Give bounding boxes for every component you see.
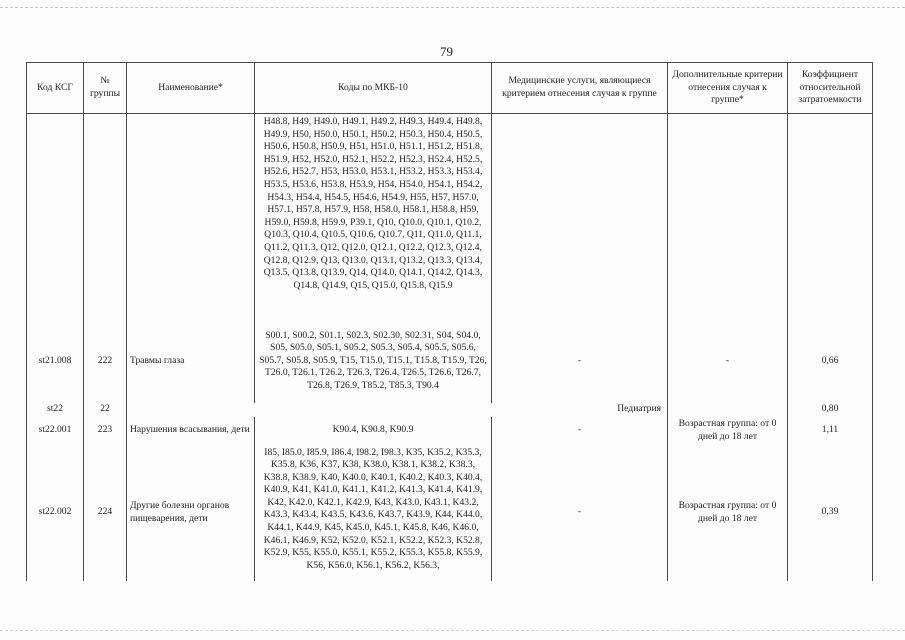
cell-coefficient: 0,66 bbox=[788, 320, 873, 403]
cell-coefficient bbox=[788, 114, 873, 320]
scan-edge-bottom bbox=[0, 630, 905, 631]
scan-edge-top bbox=[0, 7, 905, 8]
header-group-number: № группы bbox=[84, 63, 127, 114]
table-header-row bbox=[27, 63, 873, 114]
cell-coefficient: 0,80 bbox=[788, 403, 873, 417]
cell-extra-criteria bbox=[668, 114, 788, 320]
cell-services: - bbox=[492, 445, 668, 581]
header-ksg-code: Код КСГ bbox=[27, 63, 84, 114]
cell-services: - bbox=[492, 320, 668, 403]
section-title: Педиатрия bbox=[127, 403, 668, 417]
table-row bbox=[27, 445, 873, 581]
cell-extra-criteria: - bbox=[668, 320, 788, 403]
table-row bbox=[27, 114, 873, 320]
cell-ksg bbox=[27, 114, 84, 320]
cell-name: Другие болезни органов пищеварения, дети bbox=[127, 445, 255, 581]
cell-extra-criteria bbox=[668, 403, 788, 417]
cell-group: 223 bbox=[84, 417, 127, 445]
cell-services: - bbox=[492, 417, 668, 445]
cell-icd-codes: I85, I85.0, I85.9, I86.4, I98.2, I98.3, K35, K35.2, K35.3, K35.8, K36, K37, K38, K38.0, K38.1, K38.2, K38.3, K38.8, K38.9, K40, K40.0, K40.1, K40.2, K40.3, K40.4, K40.9, K41, K41.0, K41.1, K41.2, K41.3, K41.4, K41.9, K42, K42.0, K42.1, K42.9, K43, K43.0, K43.1, K43.2, K43.3, K43.4, K43.5, K43.6, K43.7, K43.9, K44, K44.0, K44.1, K44.9, K45, K45.0, K45.1, K45.8, K46, K46.0, K46.1, K46.9, K52, K52.0, K52.1, K52.2, K52.3, K52.8, K52.9, K55, K55.0, K55.1, K55.2, K55.3, K55.8, K55.9, K56, K56.0, K56.1, K56.2, K56.3, bbox=[255, 445, 492, 581]
cell-icd-codes: S00.1, S00.2, S01.1, S02.3, S02.30, S02.31, S04, S04.0, S05, S05.0, S05.1, S05.2, S05.3, S05.4, S05.5, S05.6, S05.7, S05.8, S05.9, T15, T15.0, T15.1, T15.8, T15.9, T26, T26.0, T26.1, T26.2, T26.3, T26.4, T26.5, T26.6, T26.7, T26.8, T26.9, T85.2, T85.3, T90.4 bbox=[255, 320, 492, 403]
table-row bbox=[27, 417, 873, 445]
table-row bbox=[27, 320, 873, 403]
cell-icd-codes: K90.4, K90.8, K90.9 bbox=[255, 417, 492, 445]
header-services: Медицинские услуги, являющиеся критерием отнесения случая к группе bbox=[492, 63, 668, 114]
cell-icd-codes: H48.8, H49, H49.0, H49.1, H49.2, H49.3, H49.4, H49.8, H49.9, H50, H50.0, H50.1, H50.2, H50.3, H50.4, H50.5, H50.6, H50.8, H50.9, H51, H51.0, H51.1, H51.2, H51.8, H51.9, H52, H52.0, H52.1, H52.2, H52.3, H52.4, H52.5, H52.6, H52.7, H53, H53.0, H53.1, H53.2, H53.3, H53.4, H53.5, H53.6, H53.8, H53.9, H54, H54.0, H54.1, H54.2, H54.3, H54.4, H54.5, H54.6, H54.9, H55, H57, H57.0, H57.1, H57.8, H57.9, H58, H58.0, H58.1, H58.8, H59, H59.0, H59.8, H59.9, P39.1, Q10, Q10.0, Q10.1, Q10.2, Q10.3, Q10.4, Q10.5, Q10.6, Q10.7, Q11, Q11.0, Q11.1, Q11.2, Q11.3, Q12, Q12.0, Q12.1, Q12.2, Q12.3, Q12.4, Q12.8, Q12.9, Q13, Q13.0, Q13.1, Q13.2, Q13.3, Q13.4, Q13.5, Q13.8, Q13.9, Q14, Q14.0, Q14.1, Q14.2, Q14.3, Q14.8, Q14.9, Q15, Q15.0, Q15.8, Q15.9 bbox=[255, 114, 492, 320]
table-row-section bbox=[27, 403, 873, 417]
cell-coefficient: 0,39 bbox=[788, 445, 873, 581]
cell-coefficient: 1,11 bbox=[788, 417, 873, 445]
header-coefficient: Коэффициент относительной затратоемкости bbox=[788, 63, 873, 114]
cell-name: Нарушения всасывания, дети bbox=[127, 417, 255, 445]
cell-group: 224 bbox=[84, 445, 127, 581]
cell-group: 222 bbox=[84, 320, 127, 403]
cell-ksg: st22.001 bbox=[27, 417, 84, 445]
cell-extra-criteria: Возрастная группа: от 0 дней до 18 лет bbox=[668, 417, 788, 445]
cell-group bbox=[84, 114, 127, 320]
header-icd-codes: Коды по МКБ-10 bbox=[255, 63, 492, 114]
header-name: Наименование* bbox=[127, 63, 255, 114]
cell-name bbox=[127, 114, 255, 320]
cell-extra-criteria: Возрастная группа: от 0 дней до 18 лет bbox=[668, 445, 788, 581]
cell-ksg: st21.008 bbox=[27, 320, 84, 403]
cell-group: 22 bbox=[84, 403, 127, 417]
cell-ksg: st22 bbox=[27, 403, 84, 417]
header-extra-criteria: Дополнительные критерии отнесения случая к группе* bbox=[668, 63, 788, 114]
cell-services bbox=[492, 114, 668, 320]
page-number: 79 bbox=[440, 44, 453, 59]
ksg-table bbox=[26, 62, 873, 581]
cell-ksg: st22.002 bbox=[27, 445, 84, 581]
cell-name: Травмы глаза bbox=[127, 320, 255, 403]
